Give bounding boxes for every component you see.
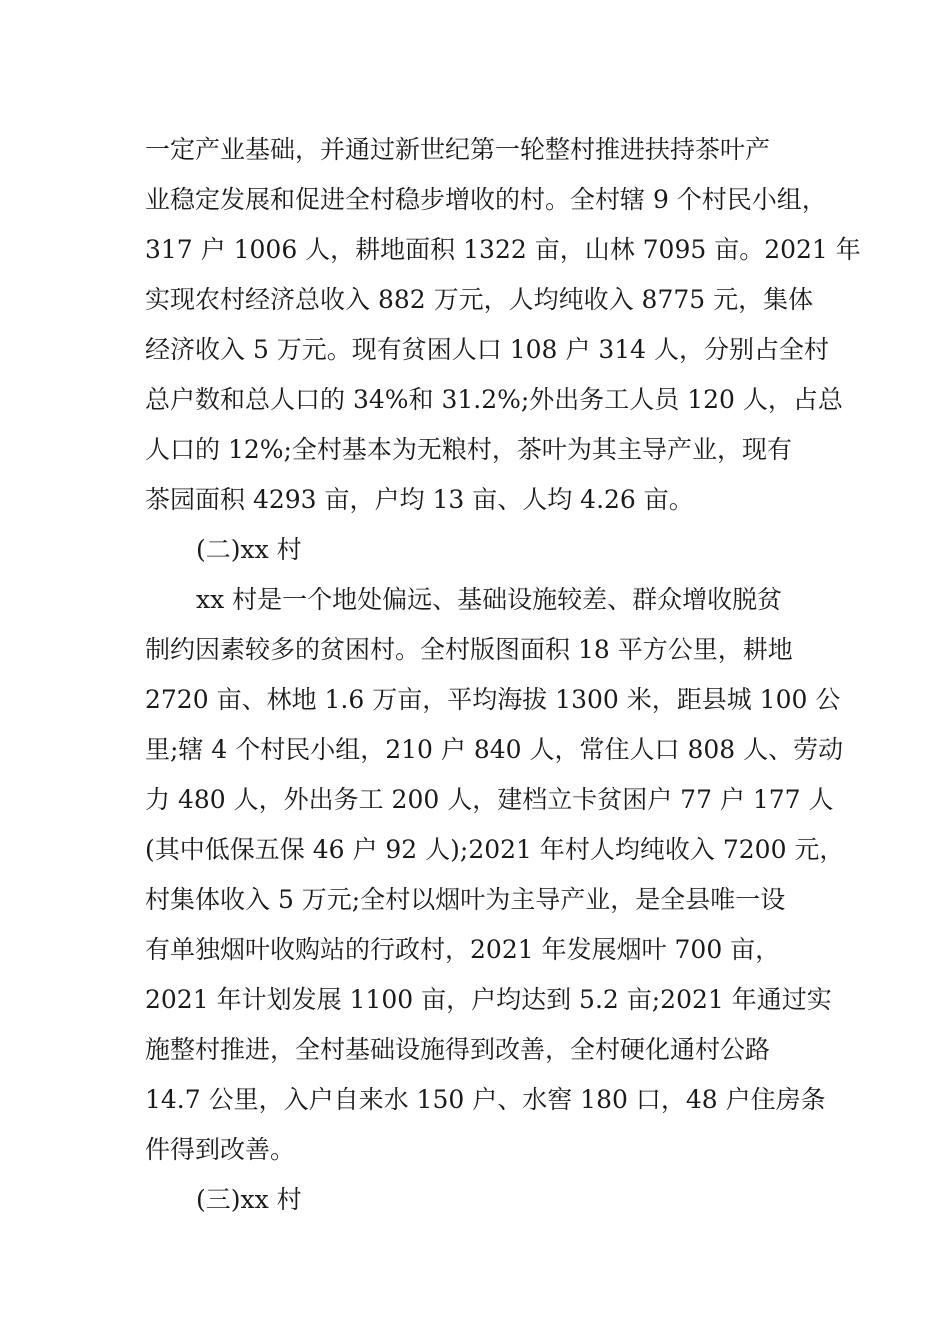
section-heading: (二)xx 村 <box>196 535 302 564</box>
paragraph-line: 制约因素较多的贫困村。全村版图面积 18 平方公里，耕地 <box>145 635 793 664</box>
paragraph-line: 总户数和总人口的 34%和 31.2%;外出务工人员 120 人，占总 <box>145 385 843 414</box>
paragraph-line: 人口的 12%;全村基本为无粮村，茶叶为其主导产业，现有 <box>145 435 792 464</box>
paragraph-line: 业稳定发展和促进全村稳步增收的村。全村辖 9 个村民小组， <box>145 185 827 214</box>
paragraph-line: 一定产业基础，并通过新世纪第一轮整村推进扶持茶叶产 <box>145 135 771 164</box>
paragraph-line: 经济收入 5 万元。现有贫困人口 108 户 314 人，分别占全村 <box>145 335 830 364</box>
paragraph-line: 茶园面积 4293 亩，户均 13 亩、人均 4.26 亩。 <box>145 485 694 514</box>
paragraph-line: 14.7 公里，入户自来水 150 户、水窖 180 口，48 户住房条 <box>145 1085 826 1114</box>
paragraph-line: 力 480 人，外出务工 200 人，建档立卡贫困户 77 户 177 人 <box>145 785 834 814</box>
paragraph-line: 实现农村经济总收入 882 万元，人均纯收入 8775 元，集体 <box>145 285 814 314</box>
paragraph-line: xx 村是一个地处偏远、基础设施较差、群众增收脱贫 <box>196 585 783 614</box>
paragraph-line: 里;辖 4 个村民小组，210 户 840 人，常住人口 808 人、劳动 <box>145 735 844 764</box>
paragraph-line: 件得到改善。 <box>145 1135 296 1164</box>
paragraph-line: 施整村推进，全村基础设施得到改善，全村硬化通村公路 <box>145 1035 771 1064</box>
paragraph-line: 2021 年计划发展 1100 亩，户均达到 5.2 亩;2021 年通过实 <box>145 985 832 1014</box>
paragraph-line: 有单独烟叶收购站的行政村，2021 年发展烟叶 700 亩， <box>145 935 781 964</box>
paragraph-line: 317 户 1006 人，耕地面积 1322 亩，山林 7095 亩。2021 年 <box>145 235 861 264</box>
paragraph-line: 村集体收入 5 万元;全村以烟叶为主导产业，是全县唯一设 <box>145 885 786 914</box>
paragraph-line: 2720 亩、林地 1.6 万亩，平均海拔 1300 米，距县城 100 公 <box>145 685 841 714</box>
section-heading: (三)xx 村 <box>196 1185 302 1214</box>
paragraph-line: (其中低保五保 46 户 92 人);2021 年村人均纯收入 7200 元， <box>145 835 845 864</box>
